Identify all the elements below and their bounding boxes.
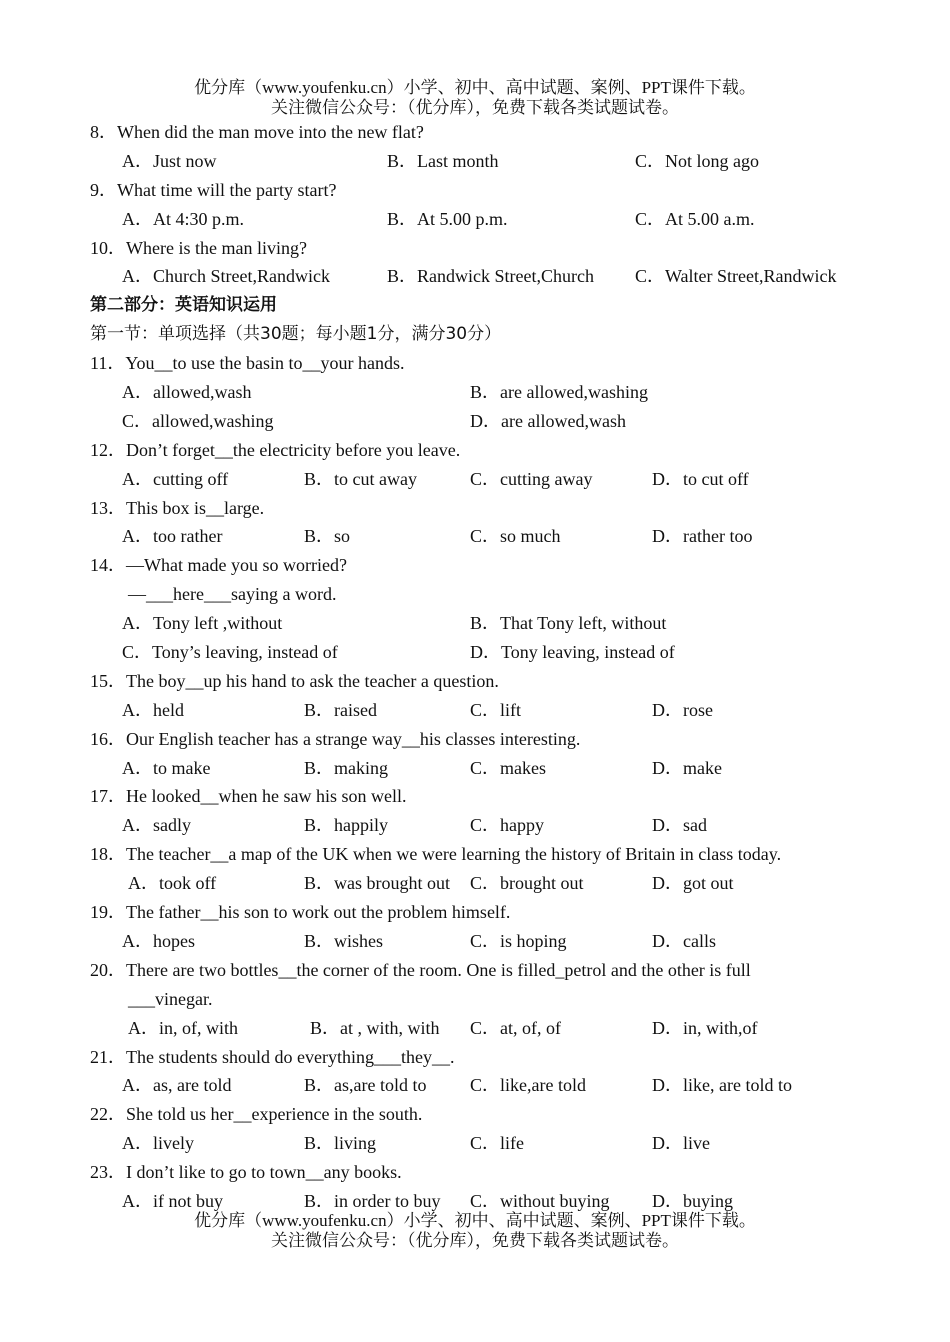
option: B．as,are told to	[304, 1075, 427, 1096]
option: C．At 5.00 a.m.	[635, 208, 755, 229]
question-stem: 21．The students should do everything___they__.	[90, 1046, 455, 1067]
option-row	[90, 609, 890, 638]
option: B．That Tony left, without	[470, 613, 667, 634]
option: A．Tony left ,without	[122, 613, 283, 634]
option: A．cutting off	[122, 468, 229, 489]
option: D．live	[652, 1133, 710, 1154]
option: C．Tony’s leaving, instead of	[122, 642, 338, 663]
option: B．at , with, with	[310, 1017, 440, 1038]
option-row	[90, 927, 890, 956]
option: D．like, are told to	[652, 1075, 792, 1096]
question-stem-continued: —___here___saying a word.	[128, 584, 337, 605]
option: B．living	[304, 1133, 377, 1154]
option: C．happy	[470, 815, 544, 836]
option: D．buying	[652, 1190, 733, 1211]
question-stem-continued: ___vinegar.	[128, 988, 213, 1009]
option-row	[90, 869, 890, 898]
option: A．to make	[122, 757, 211, 778]
option-row	[90, 638, 890, 667]
option: B．Randwick Street,Church	[387, 266, 594, 287]
option: A．Just now	[122, 150, 217, 171]
option: C．so much	[470, 526, 561, 547]
option: B．making	[304, 757, 388, 778]
question-stem: 12．Don’t forget__the electricity before you leave.	[90, 439, 461, 460]
option: B．raised	[304, 699, 377, 720]
option-row	[90, 696, 890, 725]
option: D．rose	[652, 699, 713, 720]
footer-line-1: 优分库（www.youfenku.cn）小学、初中、高中试题、案例、PPT课件下载。	[194, 1211, 756, 1230]
question-stem: 23．I don’t like to go to town__any books.	[90, 1162, 402, 1183]
option: C．like,are told	[470, 1075, 586, 1096]
option: B．At 5.00 p.m.	[387, 208, 508, 229]
option: A．as, are told	[122, 1075, 232, 1096]
option: B．wishes	[304, 930, 384, 951]
option: B．was brought out	[304, 873, 450, 894]
option: A．sadly	[122, 815, 191, 836]
option: A．in, of, with	[128, 1017, 238, 1038]
option: C．Walter Street,Randwick	[635, 266, 837, 287]
question-stem: 10．Where is the man living?	[90, 237, 307, 258]
option: A．Church Street,Randwick	[122, 266, 330, 287]
question-stem: 18．The teacher__a map of the UK when we were learning the history of Britain in class today.	[90, 844, 782, 865]
questions	[90, 118, 890, 1216]
option-row	[90, 522, 890, 551]
option-row	[90, 378, 890, 407]
option: A．if not buy	[122, 1190, 223, 1211]
section-subtitle: 第一节：单项选择（共30题；每小题1分，满分30分）	[90, 324, 502, 345]
page-footer	[0, 1211, 950, 1251]
question-stem: 13．This box is__large.	[90, 497, 265, 518]
question-stem: 8．When did the man move into the new flat?	[90, 122, 424, 142]
option: A．allowed,wash	[122, 382, 252, 403]
option: C．makes	[470, 757, 546, 778]
option: B．Last month	[387, 150, 499, 171]
option-row	[90, 1129, 890, 1158]
option: C．without buying	[470, 1190, 610, 1211]
question-stem: 11．You__to use the basin to__your hands.	[90, 353, 405, 374]
question-stem: 19．The father__his son to work out the problem himself.	[90, 902, 511, 923]
option: A．At 4:30 p.m.	[122, 208, 245, 229]
option: C．lift	[470, 699, 522, 720]
option: A．too rather	[122, 526, 223, 547]
question-stem: 22．She told us her__experience in the south.	[90, 1104, 423, 1125]
option: D．sad	[652, 815, 707, 836]
option: B．in order to buy	[304, 1190, 441, 1211]
header-line-1: 优分库（www.youfenku.cn）小学、初中、高中试题、案例、PPT课件下载。	[194, 78, 756, 97]
option: B．so	[304, 526, 351, 547]
question-stem: 20．There are two bottles__the corner of the room. One is filled_petrol and the other is full	[90, 959, 751, 980]
option: D．rather too	[652, 526, 753, 547]
option: A．hopes	[122, 930, 195, 951]
question-stem: 9．What time will the party start?	[90, 179, 337, 200]
option: C．cutting away	[470, 468, 593, 489]
option: D．Tony leaving, instead of	[470, 642, 675, 663]
option: A．took off	[128, 873, 217, 894]
option: D．are allowed,wash	[470, 410, 626, 431]
option: C．allowed,washing	[122, 410, 274, 431]
option: C．life	[470, 1133, 524, 1154]
option: D．make	[652, 757, 722, 778]
question-stem: 15．The boy__up his hand to ask the teacher a question.	[90, 670, 499, 691]
option: D．in, with,of	[652, 1017, 758, 1038]
footer-line-2: 关注微信公众号：（优分库），免费下载各类试题试卷。	[271, 1231, 679, 1250]
option-row	[90, 1014, 890, 1043]
option-row	[90, 147, 890, 176]
page-header	[0, 78, 950, 118]
option: C．Not long ago	[635, 150, 759, 171]
option: C．brought out	[470, 873, 584, 894]
option: B．happily	[304, 815, 388, 836]
question-stem: 16．Our English teacher has a strange way__his classes interesting.	[90, 728, 581, 749]
section-title: 第二部分：英语知识运用	[90, 295, 277, 316]
option-row	[90, 205, 890, 234]
option: D．calls	[652, 930, 716, 951]
option: C．at, of, of	[470, 1017, 561, 1038]
option: D．to cut off	[652, 468, 749, 489]
option: A．lively	[122, 1133, 194, 1154]
question-stem: 17．He looked__when he saw his son well.	[90, 786, 407, 807]
option-row	[90, 407, 890, 436]
option-row	[90, 262, 890, 291]
option: B．to cut away	[304, 468, 417, 489]
option-row	[90, 811, 890, 840]
question-stem: 14．—What made you so worried?	[90, 555, 347, 576]
header-line-2: 关注微信公众号：（优分库），免费下载各类试题试卷。	[271, 98, 679, 117]
option-row	[90, 465, 890, 494]
option: D．got out	[652, 873, 734, 894]
option-row	[90, 1071, 890, 1100]
option-row	[90, 754, 890, 783]
option: B．are allowed,washing	[470, 382, 648, 403]
option: A．held	[122, 699, 184, 720]
option: C．is hoping	[470, 930, 567, 951]
